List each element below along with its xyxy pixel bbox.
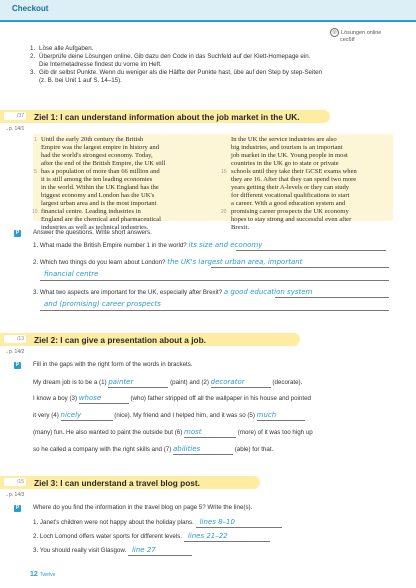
header-bar bbox=[0, 0, 416, 20]
instruction-item: 1. Löse alle Aufgaben. bbox=[30, 45, 94, 52]
online-solutions bbox=[330, 28, 400, 44]
page-ref: →p. 14/1 bbox=[4, 126, 25, 132]
gap-answer: nicely bbox=[61, 411, 113, 421]
gap-answer: most bbox=[184, 428, 236, 438]
task-instruction: Where do you find the information in the travel blog on page 5? Write the line(s). bbox=[33, 504, 253, 511]
task-instruction: Answer the questions. Write short answers. bbox=[33, 229, 152, 236]
page-title: Checkout bbox=[12, 4, 49, 13]
cd-icon: ◎ bbox=[330, 28, 339, 37]
gap-answer: abilities bbox=[173, 445, 233, 455]
header-divider bbox=[0, 20, 416, 22]
page-ref: →p. 14/3 bbox=[4, 492, 25, 498]
question-1: 1. What made the British Empire number 1 in the world? its size and economy bbox=[33, 241, 263, 249]
line-number: 20 bbox=[221, 209, 227, 215]
partner-badge: P bbox=[15, 505, 20, 511]
question-1: 1. Janet's children were not happy about the holiday plans. lines 8–10 bbox=[33, 518, 282, 528]
partner-badge: P bbox=[15, 230, 20, 236]
question-3: 3. What two aspects are important for the UK, especially after Brexit? a good education system bbox=[33, 288, 313, 296]
answer: a good education system bbox=[223, 288, 313, 296]
task-instruction: Fill in the gaps with the right form of the words in brackets. bbox=[33, 361, 193, 368]
instructions bbox=[30, 45, 390, 85]
page-number: 12 Twelve bbox=[30, 571, 56, 578]
question-2: 2. Which two things do you learn about London? the UK's largest urban area, important bbox=[33, 258, 303, 266]
gap-line-1: My dream job is to be a (1) painter (paint) and (2) decorator (decorate). bbox=[33, 378, 303, 386]
text-column-left: Until the early 20th century the British Empire was the largest empire in history and had the world's strongest economy. Today, after the end of the British Empire, the UK still has a population of more than 66 million and it is still among the ten leading economies in the world. Within the UK England has the biggest economy and London has the UK's largest urban area and is the most important financial centre. Leading industries in England are the chemical and pharmaceutical industries as well as technical industries. 1 5 10 bbox=[32, 136, 166, 231]
answer-line bbox=[275, 297, 389, 298]
points-box: /15 bbox=[4, 478, 26, 486]
line-number: 1 bbox=[34, 137, 37, 143]
instruction-item: Die Internetadresse findest du vorne im Heft. bbox=[39, 61, 162, 68]
instruction-item: (z. B. bei Unit 1 auf S. 14–15). bbox=[39, 77, 122, 84]
gap-line-3: it very (4) nicely (nice). My friend and I helped him, and it was so (5) much bbox=[33, 411, 305, 421]
gap-line-2: I know a boy (3) whose (who) father stripped off all the wallpaper in his house and pointed bbox=[33, 394, 311, 402]
gap-answer: much bbox=[257, 411, 305, 421]
answer-line bbox=[236, 250, 386, 251]
section1-title: Ziel 1: I can understand information about the job market in the UK. bbox=[34, 112, 300, 122]
answer: line 27 bbox=[128, 546, 192, 556]
line-number: 5 bbox=[34, 169, 37, 175]
answer: lines 21–22 bbox=[184, 532, 270, 542]
page-number-word: Twelve bbox=[39, 572, 56, 578]
gap-answer: painter bbox=[108, 378, 168, 388]
online-label: Lösungen online bbox=[341, 29, 382, 36]
instruction-item: 3. Gib dir selbst Punkte. Wenn du weniger als die Hälfte der Punkte hast, übe auf den Step by step-Seiten bbox=[30, 69, 322, 76]
gap-answer: decorator bbox=[211, 378, 271, 388]
line-number: 10 bbox=[32, 209, 38, 215]
answer-continued: financial centre bbox=[44, 270, 99, 278]
online-code: cec6tf bbox=[340, 37, 355, 43]
line-number: 15 bbox=[221, 169, 227, 175]
gap-answer: whose bbox=[79, 394, 129, 404]
answer-line bbox=[40, 280, 389, 281]
partner-badge: P bbox=[15, 362, 20, 368]
answer-line bbox=[211, 267, 389, 268]
section3-title: Ziel 3: I can understand a travel blog post. bbox=[34, 478, 200, 488]
answer: the UK's largest urban area, important bbox=[167, 258, 303, 266]
section3-header bbox=[0, 476, 260, 489]
section2-title: Ziel 2: I can give a presentation about a job. bbox=[34, 335, 206, 345]
question-2: 2. Loch Lomond offers water sports for different levels. lines 21–22 bbox=[33, 532, 270, 542]
answer: lines 8–10 bbox=[196, 518, 282, 528]
page-ref: →p. 14/2 bbox=[4, 349, 25, 355]
section1-header bbox=[0, 110, 330, 123]
text-column-right: In the UK the service industries are also big industries, and tourism is an important job market in the UK. Young people in most countries in the UK go to state or private schools until they take their GCSE exams when they are 16. After that they can spend two more years getting their A-levels or they can study for different vocational qualifications to start a career. With a good education system and promising career prospects the UK economy hopes to stay strong and successful even after Brexit. 15 20 bbox=[221, 136, 357, 231]
reading-text bbox=[32, 134, 393, 231]
answer-line bbox=[40, 310, 389, 311]
answer-continued: and (promising) career prospects bbox=[44, 300, 161, 308]
instruction-item: 2. Überprüfe deine Lösungen online. Gib dazu den Code in das Suchfeld auf der Klett-Homepage ein. bbox=[30, 53, 311, 60]
gap-line-4: (many) fun. He also wanted to paint the outside but (6) most (more) of it was too high up bbox=[33, 428, 313, 436]
question-3: 3. You should really visit Glasgow. line 27 bbox=[33, 546, 192, 556]
section2-header bbox=[0, 333, 300, 346]
points-box: /13 bbox=[4, 335, 26, 343]
answer: its size and economy bbox=[188, 241, 263, 249]
points-box: /37 bbox=[4, 112, 26, 120]
gap-line-5: so he called a company with the right skills and (7) abilities (able) for that. bbox=[33, 445, 274, 453]
